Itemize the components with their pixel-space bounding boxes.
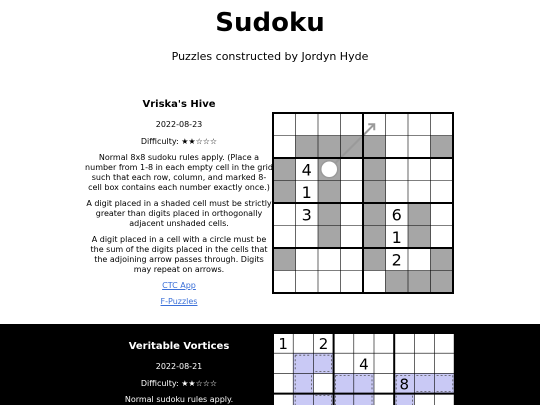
difficulty-stars: ★★☆☆☆ xyxy=(181,379,218,388)
rule-text: Normal sudoku rules apply. xyxy=(124,395,234,404)
f-puzzles-link[interactable]: F-Puzzles xyxy=(160,297,198,306)
puzzle-difficulty xyxy=(85,137,273,147)
shaded-cell xyxy=(363,181,386,204)
shaded-cell xyxy=(408,203,431,226)
shaded-cell xyxy=(363,248,386,271)
cage-cell xyxy=(394,394,414,405)
rule-text: A digit placed in a shaded cell must be strictly greater than digits placed in orthogonally adjacent unshaded cells. xyxy=(86,199,272,228)
site-subtitle: Puzzles constructed by Jordyn Hyde xyxy=(171,50,369,63)
cage-cell xyxy=(293,373,313,393)
cage-cell xyxy=(334,373,354,393)
shaded-cell xyxy=(296,136,319,159)
shaded-cell xyxy=(431,271,454,294)
given-digit: 8 xyxy=(399,375,410,394)
cage-cell xyxy=(354,373,374,393)
difficulty-stars: ★★☆☆☆ xyxy=(181,137,218,146)
cage-cell xyxy=(435,373,455,393)
ctc-app-link[interactable]: CTC App xyxy=(162,281,196,290)
shaded-cell xyxy=(363,203,386,226)
given-digit: 4 xyxy=(359,355,369,374)
shaded-cell xyxy=(363,158,386,181)
site-title: Sudoku xyxy=(215,8,325,38)
cage-cell xyxy=(354,394,374,405)
rule-text: Normal 8x8 sudoku rules apply. (Place a number from 1-8 in each empty cell in the grid such that each row, column, and marked 8-cell box contains each number exactly once.) xyxy=(85,153,273,192)
shaded-cell xyxy=(318,181,341,204)
given-digit: 2 xyxy=(318,335,329,354)
shaded-cell xyxy=(318,226,341,249)
shaded-cell xyxy=(318,136,341,159)
puzzle-date: 2022-08-21 xyxy=(155,362,203,371)
given-digit: 1 xyxy=(391,227,402,247)
cage-cell xyxy=(293,394,313,405)
link-row xyxy=(85,297,273,307)
difficulty-label: Difficulty: xyxy=(140,137,182,146)
given-digit: 1 xyxy=(278,335,288,354)
given-digit: 4 xyxy=(301,160,312,180)
arrow-circle xyxy=(321,161,338,178)
sudoku-grid-veritable-vortices[interactable] xyxy=(272,332,464,405)
puzzle-title: Veritable Vortices xyxy=(128,341,230,352)
shaded-cell xyxy=(408,226,431,249)
puzzle-info-panel xyxy=(85,100,273,307)
given-digit: 3 xyxy=(301,205,312,225)
shaded-cell xyxy=(318,203,341,226)
shaded-cell xyxy=(386,271,409,294)
cage-cell xyxy=(293,353,313,373)
shaded-cell xyxy=(431,248,454,271)
puzzle-info-panel xyxy=(85,342,273,405)
difficulty-label: Difficulty: xyxy=(140,379,182,388)
puzzle-difficulty xyxy=(85,379,273,389)
given-digit: 2 xyxy=(391,250,402,270)
given-digit: 6 xyxy=(391,205,402,225)
sudoku-grid-vriskas-hive[interactable] xyxy=(272,112,454,294)
shaded-cell xyxy=(431,136,454,159)
shaded-cell xyxy=(363,136,386,159)
given-digit: 1 xyxy=(301,182,312,202)
shaded-cell xyxy=(273,248,296,271)
puzzle-date: 2022-08-23 xyxy=(155,120,203,129)
cage-cell xyxy=(313,353,333,373)
cage-cell xyxy=(414,373,434,393)
shaded-cell xyxy=(408,271,431,294)
cage-cell xyxy=(334,394,354,405)
puzzle-title: Vriska's Hive xyxy=(142,99,216,110)
shaded-cell xyxy=(273,181,296,204)
shaded-cell xyxy=(363,226,386,249)
link-row xyxy=(85,281,273,291)
rule-text: A digit placed in a cell with a circle must be the sum of the digits placed in the cells that the adjoining arrow passes through. Digits may repeat on arrows. xyxy=(90,235,268,274)
shaded-cell xyxy=(273,158,296,181)
